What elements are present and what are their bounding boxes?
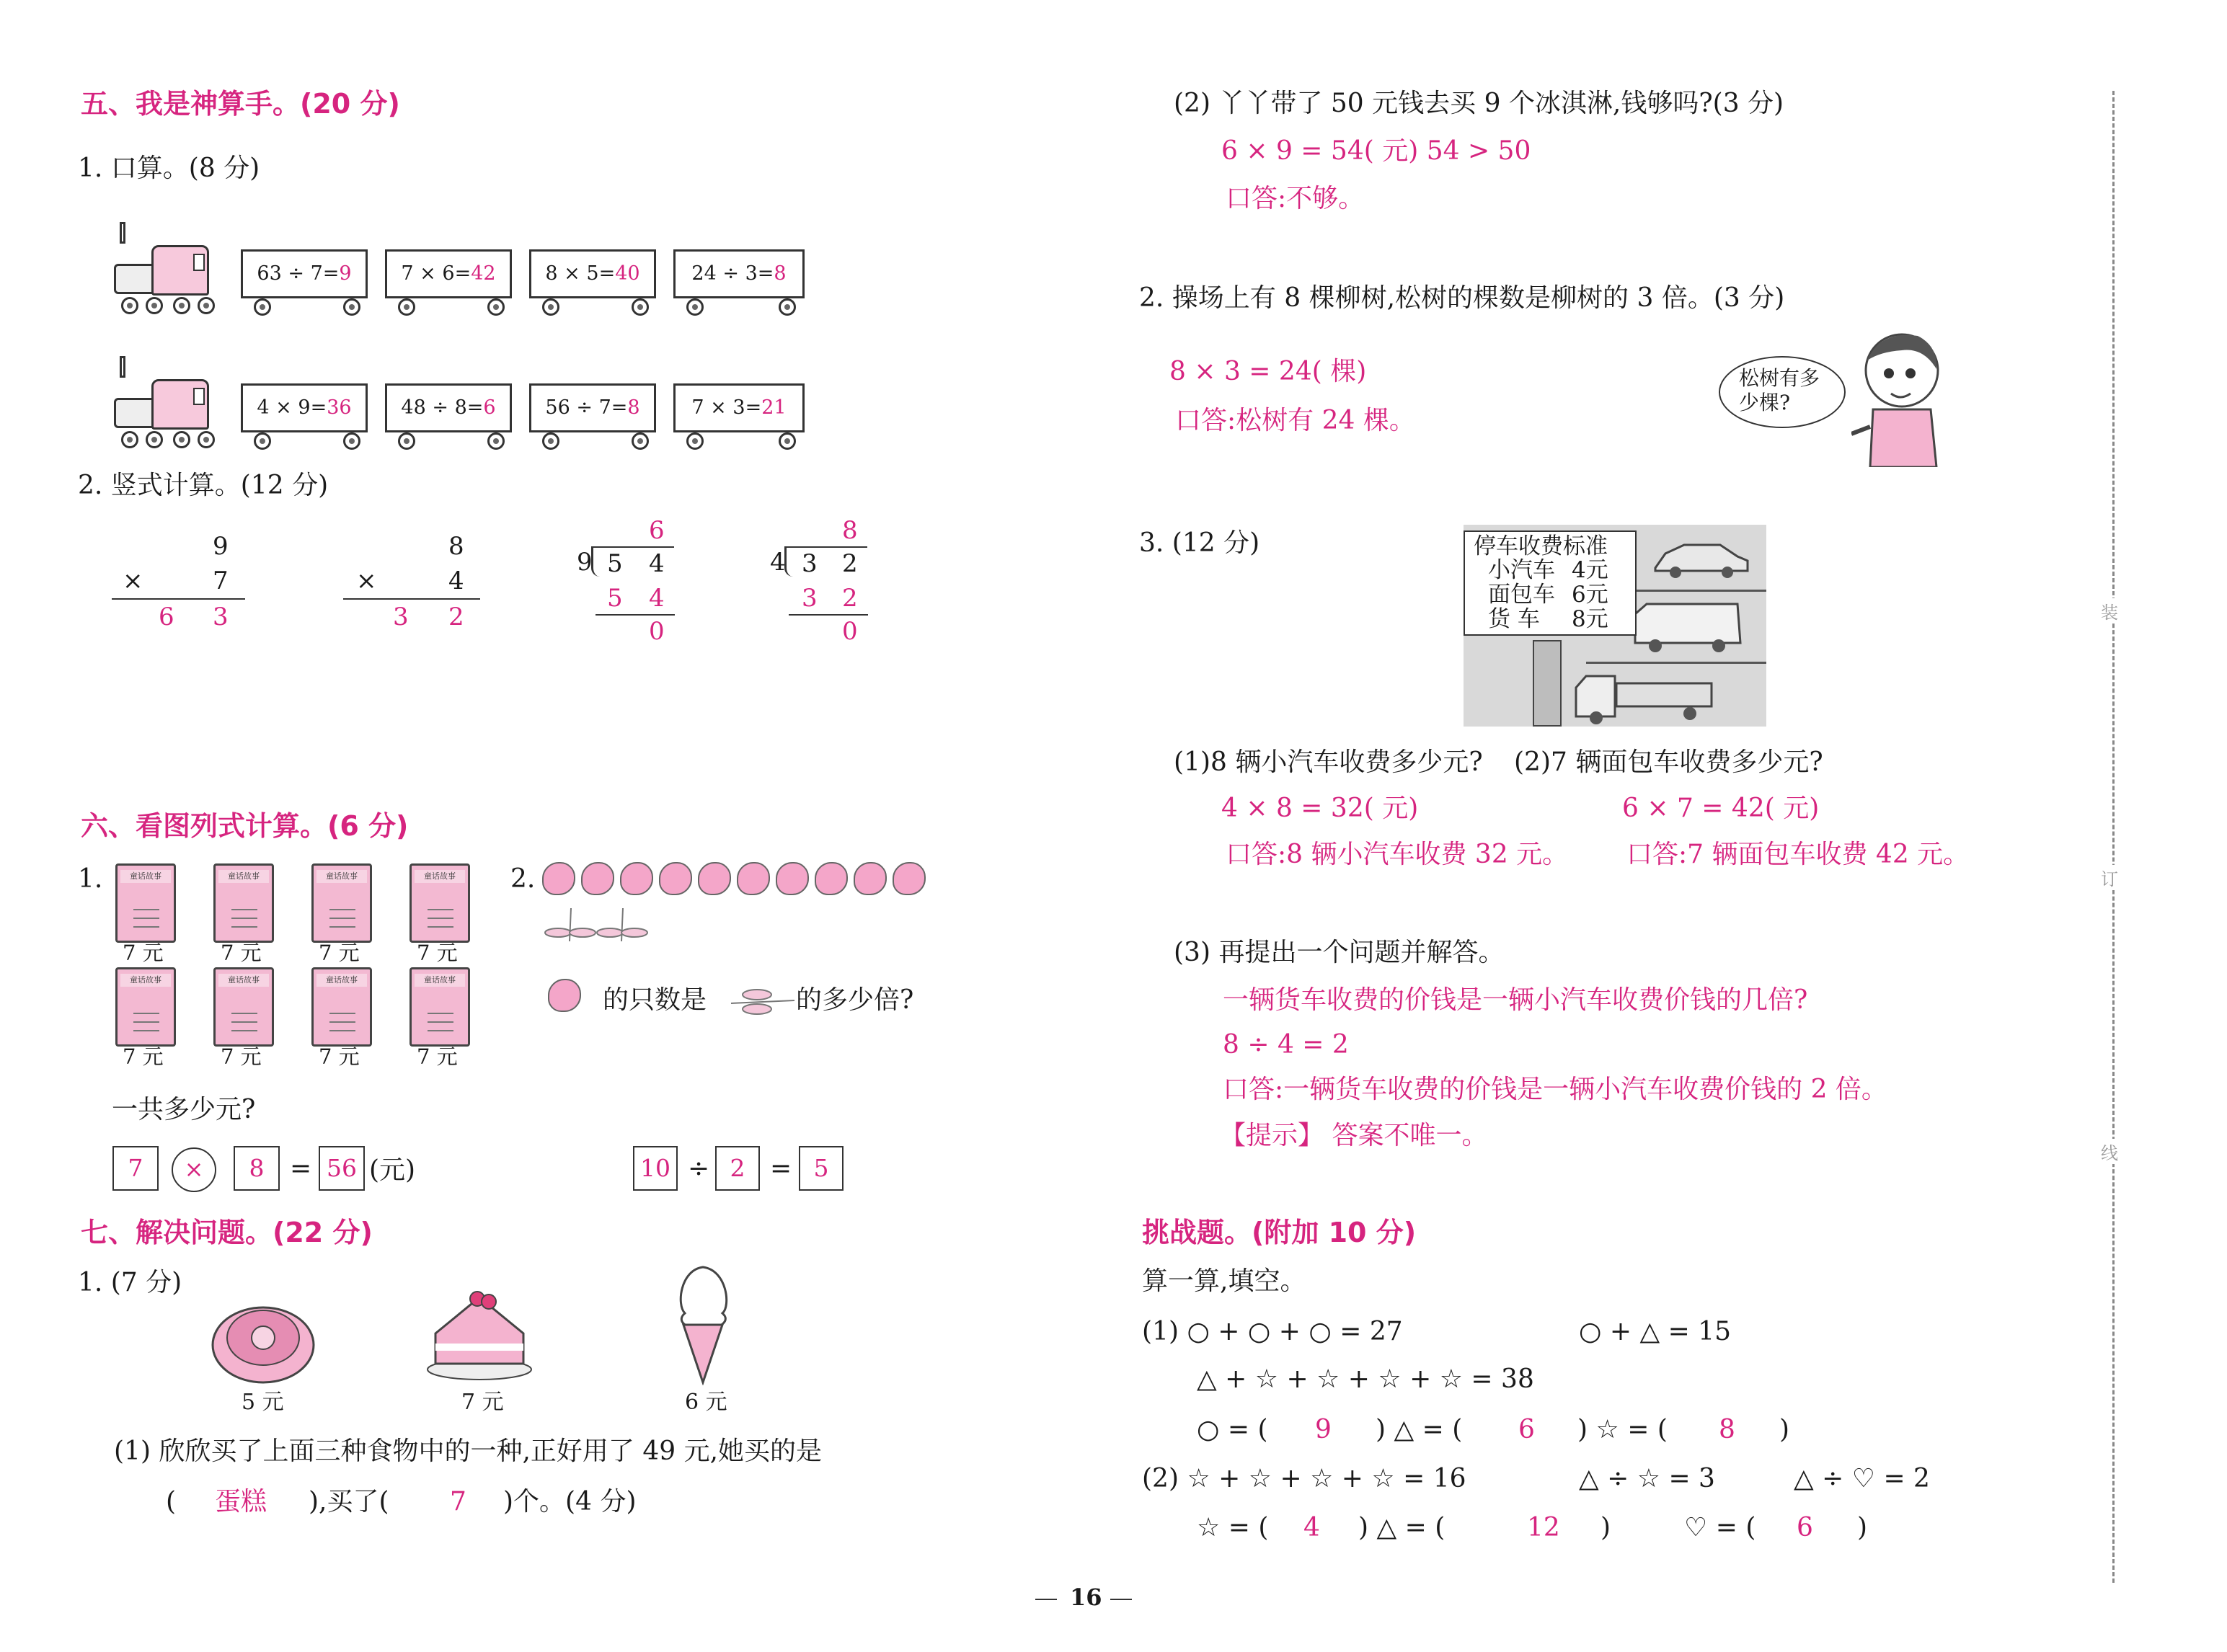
vert1-bottom: 7: [213, 567, 229, 595]
butterfly-icon: [548, 979, 581, 1012]
ch2-result-triangle-label: ) △ = (: [1358, 1513, 1445, 1542]
div2-d2: 2: [842, 549, 858, 578]
ice-cream-icon: [670, 1263, 735, 1385]
page-dash-left: [1035, 1599, 1057, 1600]
fee-vehicle: 面包车: [1488, 582, 1555, 608]
binding-char-2: 订: [2101, 865, 2118, 890]
s6-q2-text1: 的只数是: [603, 985, 707, 1015]
div2-p2: 2: [842, 584, 858, 613]
book-icon: [213, 967, 274, 1047]
eq1-unit: (元): [369, 1155, 416, 1185]
butterfly-icon: [854, 862, 887, 895]
q1-2-title: (2) 丫丫带了 50 元钱去买 9 个冰淇淋,钱够吗?(3 分): [1174, 89, 1784, 118]
butterfly-icon: [620, 862, 653, 895]
div2-remainder: 0: [842, 617, 858, 646]
book-tag: 童话故事: [218, 870, 269, 883]
book-icon: [115, 967, 176, 1047]
challenge-subtitle: 算一算,填空。: [1142, 1266, 1306, 1296]
vert1-op: ×: [123, 567, 143, 595]
book-icon: [409, 967, 470, 1047]
van-icon: [1629, 600, 1745, 657]
div1-quotient: 6: [649, 516, 665, 545]
eq1-box-2: 8: [234, 1146, 280, 1191]
ch2-line-a: (2) ☆ + ☆ + ☆ + ☆ = 16: [1142, 1464, 1466, 1493]
eq1-box-1: 7: [112, 1146, 159, 1191]
eq1-operator: ×: [172, 1147, 216, 1192]
ch1-line-c: △ + ☆ + ☆ + ☆ + ☆ = 38: [1197, 1364, 1534, 1394]
q2-answer-1: 8 × 3 = 24( 棵): [1169, 357, 1367, 386]
book-price: 7 元: [319, 1044, 360, 1069]
s7-q1-1-mid: ),买了(: [309, 1487, 389, 1516]
q3-3-answer-2: 8 ÷ 4 = 2: [1223, 1030, 1349, 1060]
binding-char-1: 装: [2101, 598, 2118, 623]
book-icon: [311, 863, 372, 943]
s7-q1-1-open: (: [166, 1487, 177, 1516]
q3-1-question: (1)8 辆小汽车收费多少元?: [1174, 747, 1483, 777]
ch2-result-heart-label: ♡ = (: [1684, 1513, 1756, 1542]
eq2-operator: ÷: [688, 1154, 710, 1184]
eq2-box-2: 2: [715, 1146, 760, 1191]
vert2-top: 8: [448, 532, 464, 561]
q3-title: 3. (12 分): [1139, 528, 1260, 558]
fee-vehicle: 货 车: [1488, 606, 1540, 632]
book-price: 7 元: [123, 1044, 164, 1069]
q3-3-hint: 【提示】 答案不唯一。: [1220, 1121, 1488, 1150]
section-5-title: 五、我是神算手。(20 分): [81, 88, 400, 120]
q3-2-answer-2: 口答:7 辆面包车收费 42 元。: [1626, 840, 1970, 869]
div1-divisor: 9: [577, 548, 593, 577]
book-price: 7 元: [417, 1044, 458, 1069]
div2-p1: 3: [802, 584, 818, 613]
train-car-6: 48 ÷ 8=6: [385, 383, 512, 432]
bubble-line-2: 少棵?: [1739, 391, 1791, 414]
s7-q1-1-text: (1) 欣欣买了上面三种食物中的一种,正好用了 49 元,她买的是: [114, 1436, 823, 1466]
butterfly-icon: [737, 862, 770, 895]
div2-divisor: 4: [770, 548, 786, 577]
vert1-res2: 3: [213, 603, 229, 631]
dragonfly-pair-icon: [542, 907, 658, 950]
q1-2-answer-2: 口答:不够。: [1226, 184, 1365, 213]
butterfly-icon: [698, 862, 731, 895]
butterfly-icon: [659, 862, 692, 895]
s7-q1-1-end: )个。(4 分): [503, 1487, 637, 1516]
challenge-title: 挑战题。(附加 10 分): [1142, 1217, 1417, 1248]
book-price: 7 元: [319, 941, 360, 965]
binding-line: [2112, 91, 2115, 1583]
ch2-line-b: △ ÷ ☆ = 3: [1579, 1464, 1715, 1493]
q2-title: 2. 竖式计算。(12 分): [78, 471, 329, 500]
ch1-line-a: (1) ○ + ○ + ○ = 27: [1142, 1317, 1403, 1346]
q3-1-answer-2: 口答:8 辆小汽车收费 32 元。: [1226, 840, 1569, 869]
book-icon: [115, 863, 176, 943]
ch2-result-heart-close: ): [1857, 1513, 1868, 1542]
div1-p1: 5: [607, 584, 623, 613]
ch2-result-heart: 6: [1797, 1513, 1813, 1542]
fee-sign-title: 停车收费标准: [1474, 533, 1608, 559]
ch2-result-triangle: 12: [1527, 1513, 1560, 1542]
train-car-5: 4 × 9=36: [241, 383, 368, 432]
vert2-res1: 3: [393, 603, 409, 631]
eq2-equals: =: [770, 1154, 792, 1184]
ch2-line-c: △ ÷ ♡ = 2: [1794, 1464, 1930, 1493]
s6-q1-number: 1.: [78, 864, 103, 894]
s7-q1-1-answer2: 7: [450, 1487, 466, 1516]
fee-vehicle: 小汽车: [1488, 557, 1555, 583]
eq1-equals: =: [290, 1154, 312, 1184]
butterfly-icon: [581, 862, 614, 895]
ch1-result-triangle-label: ) △ = (: [1376, 1415, 1463, 1444]
bubble-line-1: 松树有多: [1739, 366, 1820, 390]
ch1-result-circle: 9: [1315, 1415, 1332, 1444]
vert2-res2: 2: [448, 603, 464, 631]
s6-q2-number: 2.: [510, 864, 536, 894]
div1-d2: 4: [649, 549, 665, 578]
eq1-box-3: 56: [319, 1146, 365, 1191]
train-car-1: 63 ÷ 7=9: [241, 249, 368, 298]
book-icon: [213, 863, 274, 943]
page-number: 16: [1070, 1584, 1102, 1611]
div1-remainder: 0: [649, 617, 665, 646]
book-tag: 童话故事: [120, 870, 171, 883]
car-icon: [1651, 536, 1752, 579]
book-price: 7 元: [221, 941, 262, 965]
train-engine-1: [108, 216, 238, 317]
truck-icon: [1572, 666, 1716, 725]
q2-title-right: 2. 操场上有 8 棵柳树,松树的棵数是柳树的 3 倍。(3 分): [1139, 283, 1785, 313]
vert1-top: 9: [213, 532, 229, 561]
vert2-bottom: 4: [448, 567, 464, 595]
q3-2-answer-1: 6 × 7 = 42( 元): [1622, 794, 1820, 823]
div2-quotient: 8: [842, 516, 858, 545]
q3-3-answer-3: 口答:一辆货车收费的价钱是一辆小汽车收费价钱的 2 倍。: [1223, 1075, 1887, 1104]
butterfly-icon: [893, 862, 926, 895]
ch1-result-star: 8: [1719, 1415, 1735, 1444]
vert1-res1: 6: [159, 603, 174, 631]
parking-scene: [1464, 525, 1766, 727]
q2-answer-2: 口答:松树有 24 棵。: [1175, 406, 1415, 435]
train-engine-2: [108, 350, 238, 451]
book-icon: [409, 863, 470, 943]
book-tag: 童话故事: [316, 870, 367, 883]
train-car-2: 7 × 6=42: [385, 249, 512, 298]
ch1-result-circle-label: ○ = (: [1197, 1415, 1268, 1444]
book-tag: 童话故事: [120, 974, 171, 987]
fee-amount: 4元: [1572, 557, 1608, 583]
mooncake-icon: [209, 1296, 317, 1387]
train-car-4: 24 ÷ 3=8: [673, 249, 805, 298]
ch1-result-triangle: 6: [1518, 1415, 1535, 1444]
book-icon: [311, 967, 372, 1047]
cake-price: 7 元: [461, 1390, 504, 1415]
eq2-box-3: 5: [799, 1146, 844, 1191]
book-price: 7 元: [221, 1044, 262, 1069]
book-tag: 童话故事: [415, 974, 465, 987]
q3-3-question: (3) 再提出一个问题并解答。: [1174, 938, 1505, 967]
q3-1-answer-1: 4 × 8 = 32( 元): [1221, 794, 1419, 823]
ice-cream-price: 6 元: [685, 1390, 727, 1415]
book-tag: 童话故事: [415, 870, 465, 883]
div1-p2: 4: [649, 584, 665, 613]
fee-amount: 8元: [1572, 606, 1608, 632]
fee-amount: 6元: [1572, 582, 1608, 608]
book-price: 7 元: [417, 941, 458, 965]
ch2-result-star-label: ☆ = (: [1197, 1513, 1269, 1542]
book-tag: 童话故事: [316, 974, 367, 987]
cake-icon: [425, 1283, 533, 1384]
train-car-3: 8 × 5=40: [529, 249, 656, 298]
ch2-result-triangle-close: ): [1600, 1513, 1611, 1542]
butterfly-icon: [815, 862, 848, 895]
dragonfly-icon: [728, 982, 797, 1018]
butterfly-icon: [542, 862, 575, 895]
binding-char-3: 线: [2101, 1139, 2118, 1164]
section-7-title: 七、解决问题。(22 分): [81, 1217, 373, 1248]
q3-2-question: (2)7 辆面包车收费多少元?: [1514, 747, 1823, 777]
div2-d1: 3: [802, 549, 818, 578]
ch1-result-close: ): [1779, 1415, 1790, 1444]
eq2-box-1: 10: [633, 1146, 678, 1191]
ch2-result-star: 4: [1303, 1513, 1320, 1542]
q1-2-answer-1: 6 × 9 = 54( 元) 54 > 50: [1221, 136, 1531, 166]
train-car-7: 56 ÷ 7=8: [529, 383, 656, 432]
q1-title: 1. 口算。(8 分): [78, 154, 260, 183]
train-car-8: 7 × 3=21: [673, 383, 805, 432]
book-price: 7 元: [123, 941, 164, 965]
div1-d1: 5: [607, 549, 623, 578]
section-6-title: 六、看图列式计算。(6 分): [81, 810, 409, 842]
ch1-result-star-label: ) ☆ = (: [1577, 1415, 1668, 1444]
boy-icon: [1851, 326, 1945, 467]
ch1-line-b: ○ + △ = 15: [1579, 1317, 1732, 1346]
vert2-op: ×: [356, 567, 377, 595]
s7-q1-title: 1. (7 分): [78, 1268, 182, 1297]
s6-q1-question: 一共多少元?: [112, 1095, 256, 1124]
butterfly-icon: [776, 862, 809, 895]
book-tag: 童话故事: [218, 974, 269, 987]
mooncake-price: 5 元: [242, 1390, 284, 1415]
s6-q2-text2: 的多少倍?: [796, 985, 914, 1015]
page-dash-right: [1110, 1599, 1132, 1600]
s7-q1-1-answer1: 蛋糕: [215, 1487, 267, 1516]
q3-3-answer-1: 一辆货车收费的价钱是一辆小汽车收费价钱的几倍?: [1223, 985, 1808, 1015]
